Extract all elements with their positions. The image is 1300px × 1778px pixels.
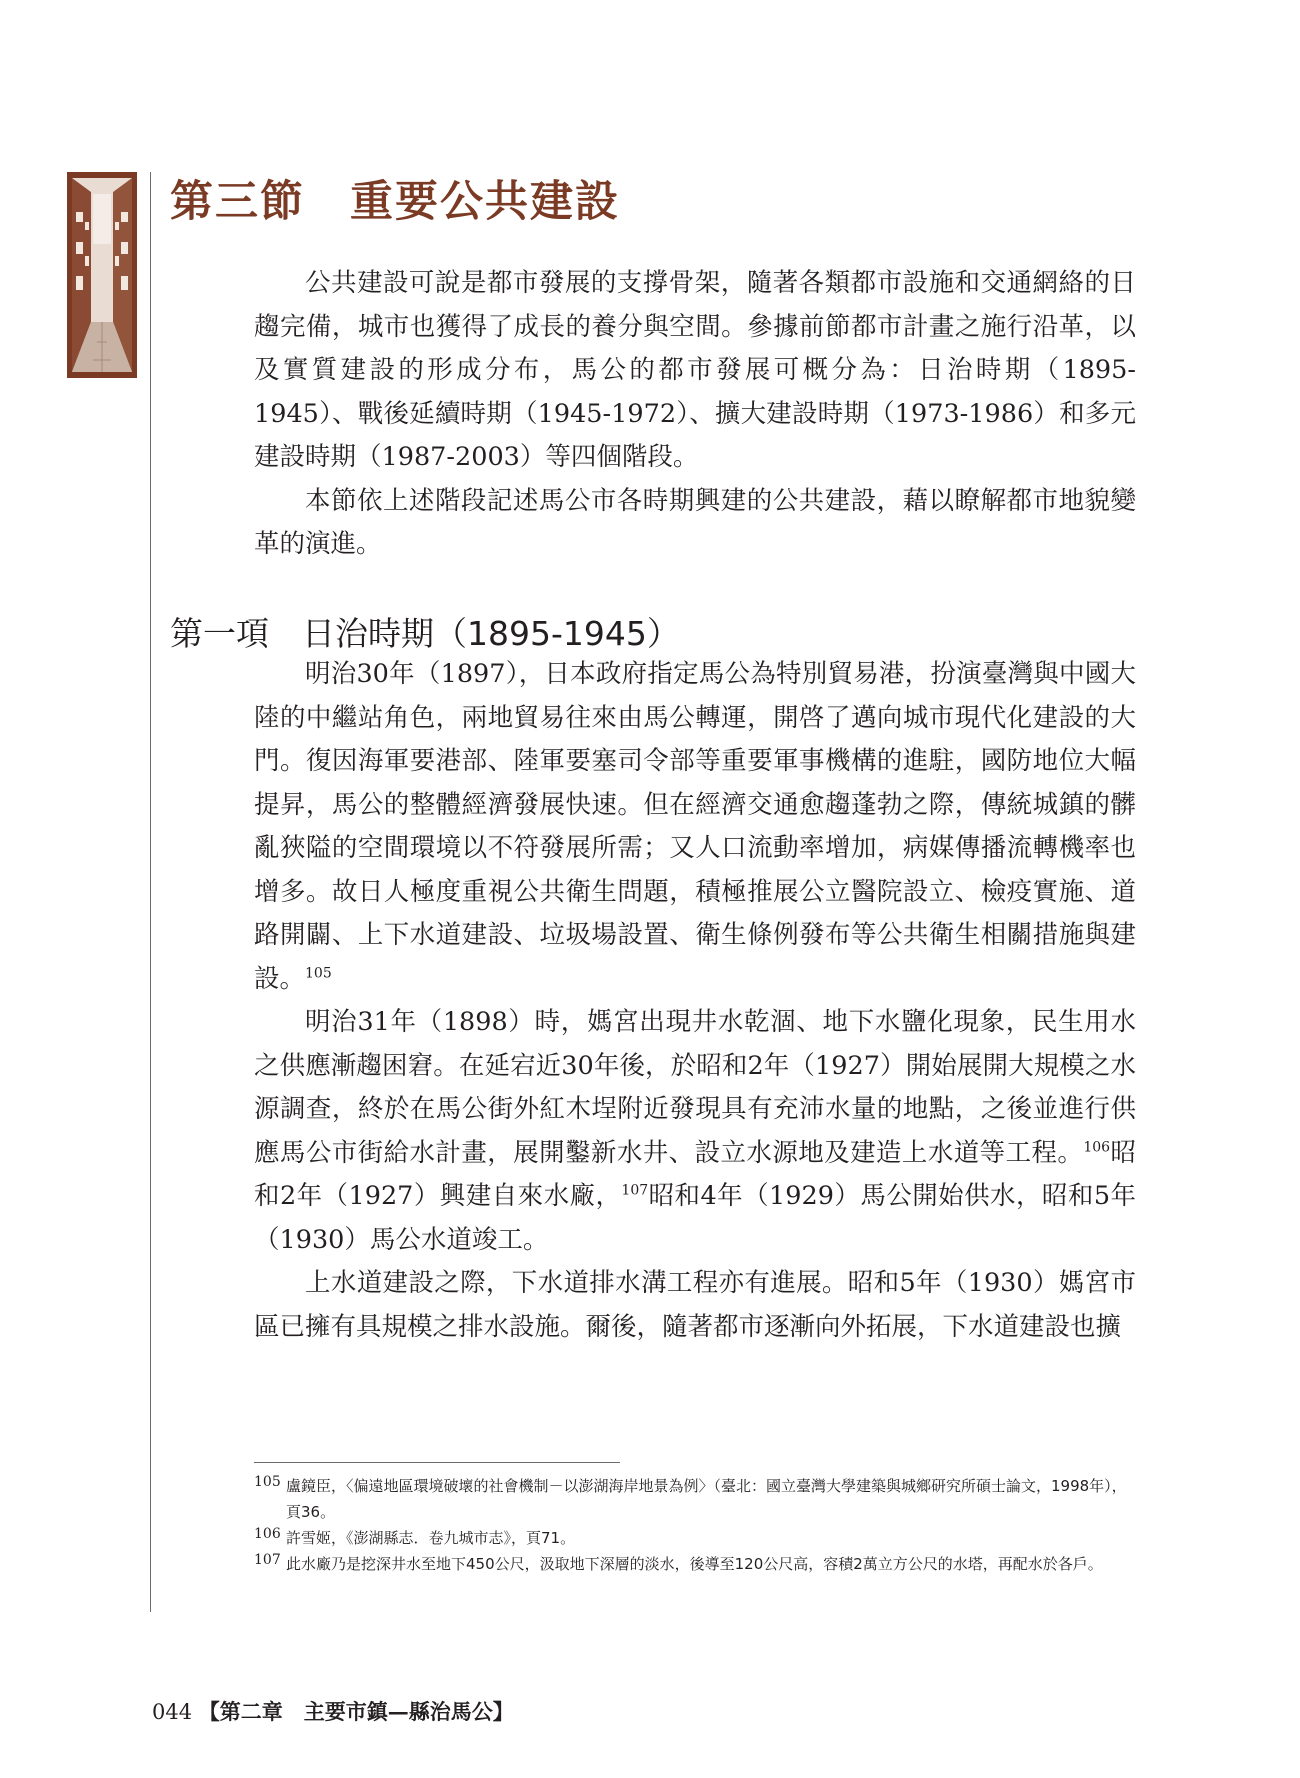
footnote bbox=[254, 1473, 1136, 1525]
chapter-running-head: 【第二章 主要市鎮—縣治馬公】 bbox=[198, 1699, 514, 1724]
footnote-ref: 106 bbox=[1083, 1139, 1111, 1155]
body-paragraph bbox=[254, 1001, 1136, 1262]
footnote-number: 106 bbox=[254, 1526, 281, 1542]
footnote bbox=[254, 1525, 1136, 1551]
footnote-ref: 107 bbox=[621, 1182, 649, 1199]
intro-text bbox=[254, 262, 1136, 567]
footnote-ref: 105 bbox=[305, 965, 332, 981]
body-paragraph: 上水道建設之際，下水道排水溝工程亦有進展。昭和5年（1930）媽宮市區已擁有具規模之排水設施。爾後，隨著都市逐漸向外拓展，下水道建設也擴 bbox=[254, 1268, 1136, 1342]
body-text: 明治30年（1897），日本政府指定馬公為特別貿易港，扮演臺灣與中國大陸的中繼站角色，兩地貿易往來由馬公轉運，開啓了邁向城市現代化建設的大門。復因海軍要港部、陸軍要塞司令部等重要軍事機構的進駐，國防地位大幅提昇，馬公的整體經濟發展快速。但在經濟交通愈趨蓬勃之際，傳統城鎮的髒亂狹隘的空間環境以不符發展所需；又人口流動率增加，病媒傳播流轉機率也增多。故日人極度重視公共衛生問題，積極推展公立醫院設立、檢疫實施、道路開闢、上下水道建設、垃圾場設置、衛生條例發布等公共衛生相關措施與建設。 bbox=[254, 659, 1136, 994]
footnote-divider bbox=[254, 1462, 620, 1463]
intro-paragraph: 本節依上述階段記述馬公市各時期興建的公共建設，藉以瞭解都市地貌變革的演進。 bbox=[254, 485, 1136, 559]
footnote-text: 盧鏡臣，〈偏遠地區環境破壞的社會機制－以澎湖海岸地景為例〉（臺北：國立臺灣大學建築與城鄉研究所碩士論文，1998年），頁36。 bbox=[286, 1477, 1127, 1521]
body-text: 昭和2年（1927）興建自來水廠， bbox=[254, 1137, 1136, 1211]
section-title: 第三節 重要公共建設 bbox=[170, 177, 620, 227]
footnote-number: 105 bbox=[254, 1474, 281, 1490]
footnote bbox=[254, 1551, 1136, 1577]
main-body-text bbox=[254, 653, 1136, 1349]
street-photo-thumbnail bbox=[67, 172, 137, 378]
subsection-title: 第一項 日治時期（1895-1945） bbox=[170, 614, 680, 653]
footnotes bbox=[254, 1473, 1136, 1577]
intro-paragraph: 公共建設可說是都市發展的支撐骨架，隨著各類都市設施和交通網絡的日趨完備，城市也獲得了成長的養分與空間。參據前節都市計畫之施行沿革，以及實質建設的形成分布，馬公的都市發展可概分為：日治時期（1895-1945）、戰後延續時期（1945-1972）、擴大建設時期（1973-1986）和多元建設時期（1987-2003）等四個階段。 bbox=[254, 268, 1136, 472]
body-text: 昭和4年（1929）馬公開始供水，昭和5年（1930）馬公水道竣工。 bbox=[254, 1181, 1136, 1255]
footnote-text: 許雪姬，《澎湖縣志．卷九城市志》，頁71。 bbox=[286, 1529, 576, 1547]
body-paragraph bbox=[254, 653, 1136, 1001]
margin-vertical-rule bbox=[150, 172, 151, 1612]
footnote-number: 107 bbox=[254, 1552, 281, 1568]
page-number: 044 bbox=[152, 1700, 193, 1724]
footnote-text: 此水廠乃是挖深井水至地下450公尺，汲取地下深層的淡水，後導至120公尺高，容積2萬立方公尺的水塔，再配水於各戶。 bbox=[286, 1555, 1103, 1573]
page-footer bbox=[152, 1696, 514, 1726]
body-text: 明治31年（1898）時，媽宮出現井水乾涸、地下水鹽化現象，民生用水之供應漸趨困窘。在延宕近30年後，於昭和2年（1927）開始展開大規模之水源調查，終於在馬公街外紅木埕附近發現具有充沛水量的地點，之後並進行供應馬公市街給水計畫，展開鑿新水井、設立水源地及建造上水道等工程。 bbox=[254, 1007, 1136, 1168]
